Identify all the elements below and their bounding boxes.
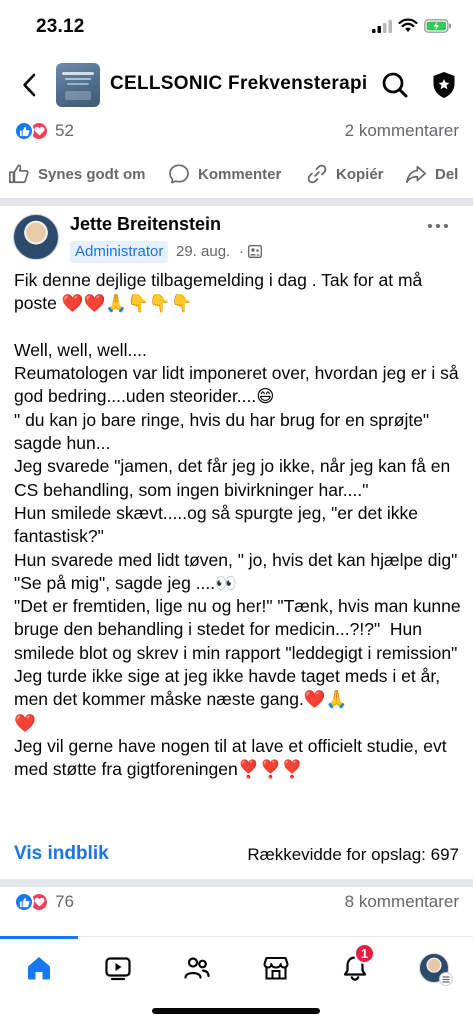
feed-divider <box>0 198 473 206</box>
tab-video[interactable] <box>98 950 138 986</box>
admin-badge: Administrator <box>70 241 168 263</box>
post-reach: Rækkevidde for opslag: 697 <box>247 845 459 864</box>
tab-marketplace[interactable] <box>256 950 296 986</box>
status-time: 23.12 <box>36 16 85 37</box>
copy-button-label: Kopiér <box>336 165 384 183</box>
search-button[interactable] <box>379 69 411 101</box>
group-members-audience-icon <box>248 245 262 258</box>
author-name[interactable]: Jette Breitenstein <box>70 214 222 234</box>
group-header <box>0 56 473 116</box>
reaction-summary-previous[interactable] <box>14 119 459 145</box>
search-icon <box>381 71 409 99</box>
post-text: Fik denne dejlige tilbagemelding i dag . Tak for at må poste ❤️❤️🙏👇👇👇 Well, well, well.... Reumatologen var lidt imponeret over, hvordan jeg er i så god bedring....uden steorider....😄 " du kan jo bare ringe, hvis du har brug for en sprøjte" sagde hun... Jeg svarede "jamen, det får jeg jo ikke, når jeg kan få en CS behandling, som ingen bivirkninger har...." Hun smilede skævt.....og så spurgte jeg, "er det ikke fantastisk?" Hun svarede med lidt tøven, " jo, hvis det kan hjælpe dig" "Se på mig", sagde jeg ....👀 "Det er fremtiden, lige nu og her!" "Tænk, hvis man kunne bruge den behandling i stedet for medicin...?!?" Hun smilede blot og skrev i min rapport "leddegigt i remission" Jeg turde ikke sige at jeg ikke havde taget meds i et år, men det kommer måske næste gang.❤️🙏 ❤️ Jeg vil gerne have nogen til at lave et officielt studie, evt med støtte fra gigtforeningen❣️❣️❣️ <box>14 270 461 780</box>
reaction-icons <box>14 892 54 914</box>
admin-tools-button[interactable] <box>428 69 460 101</box>
tab-friends[interactable] <box>177 950 217 986</box>
chevron-left-icon <box>22 73 36 97</box>
copy-link-button[interactable] <box>306 158 384 190</box>
share-button[interactable] <box>405 158 458 190</box>
comment-button[interactable] <box>168 158 281 190</box>
group-cover-thumbnail[interactable] <box>56 63 100 107</box>
active-tab-indicator <box>0 936 78 939</box>
group-title[interactable]: CELLSONIC Frekvensterapi <box>110 73 368 94</box>
comment-count-link[interactable]: 2 kommentarer <box>344 121 459 140</box>
reaction-summary[interactable] <box>14 890 459 916</box>
back-button[interactable] <box>14 68 44 102</box>
share-arrow-icon <box>405 163 427 185</box>
tab-home[interactable] <box>19 950 59 986</box>
link-icon <box>306 163 328 185</box>
menu-icon <box>439 972 453 986</box>
comment-bubble-icon <box>168 163 190 185</box>
shield-star-icon <box>432 71 456 99</box>
feed-divider <box>0 879 473 887</box>
marketplace-icon <box>262 954 290 982</box>
home-indicator <box>152 1008 320 1014</box>
video-icon <box>104 954 132 982</box>
view-insights-link[interactable]: Vis indblik <box>14 843 109 864</box>
more-dot-icon <box>436 224 440 228</box>
reaction-count: 52 <box>55 121 74 140</box>
battery-charging-icon <box>424 19 452 33</box>
status-bar <box>0 0 473 50</box>
friends-icon <box>183 954 211 982</box>
profile-avatar <box>419 953 449 983</box>
post-header <box>0 210 473 266</box>
cellular-signal-icon <box>372 20 392 33</box>
notification-badge: 1 <box>354 943 375 964</box>
more-dot-icon <box>428 224 432 228</box>
like-reaction-icon <box>14 121 34 141</box>
like-button[interactable] <box>8 158 146 190</box>
wifi-icon <box>398 18 418 33</box>
comment-count-link[interactable]: 8 kommentarer <box>344 892 459 911</box>
like-button-label: Synes godt om <box>38 165 146 183</box>
thumbs-up-icon <box>8 163 30 185</box>
meta-separator: · <box>239 243 244 260</box>
reaction-icons <box>14 121 54 143</box>
author-avatar[interactable] <box>13 214 59 260</box>
home-icon <box>25 954 53 982</box>
more-dot-icon <box>444 224 448 228</box>
post-timestamp[interactable]: 29. aug. <box>176 243 231 260</box>
post-action-bar <box>0 158 473 190</box>
comment-button-label: Kommenter <box>198 165 282 183</box>
reaction-count: 76 <box>55 892 74 911</box>
tab-profile-menu[interactable] <box>414 950 454 986</box>
more-options-button[interactable] <box>420 216 456 236</box>
bottom-tab-bar <box>0 936 473 1024</box>
share-button-label: Del <box>435 165 459 183</box>
like-reaction-icon <box>14 892 34 912</box>
